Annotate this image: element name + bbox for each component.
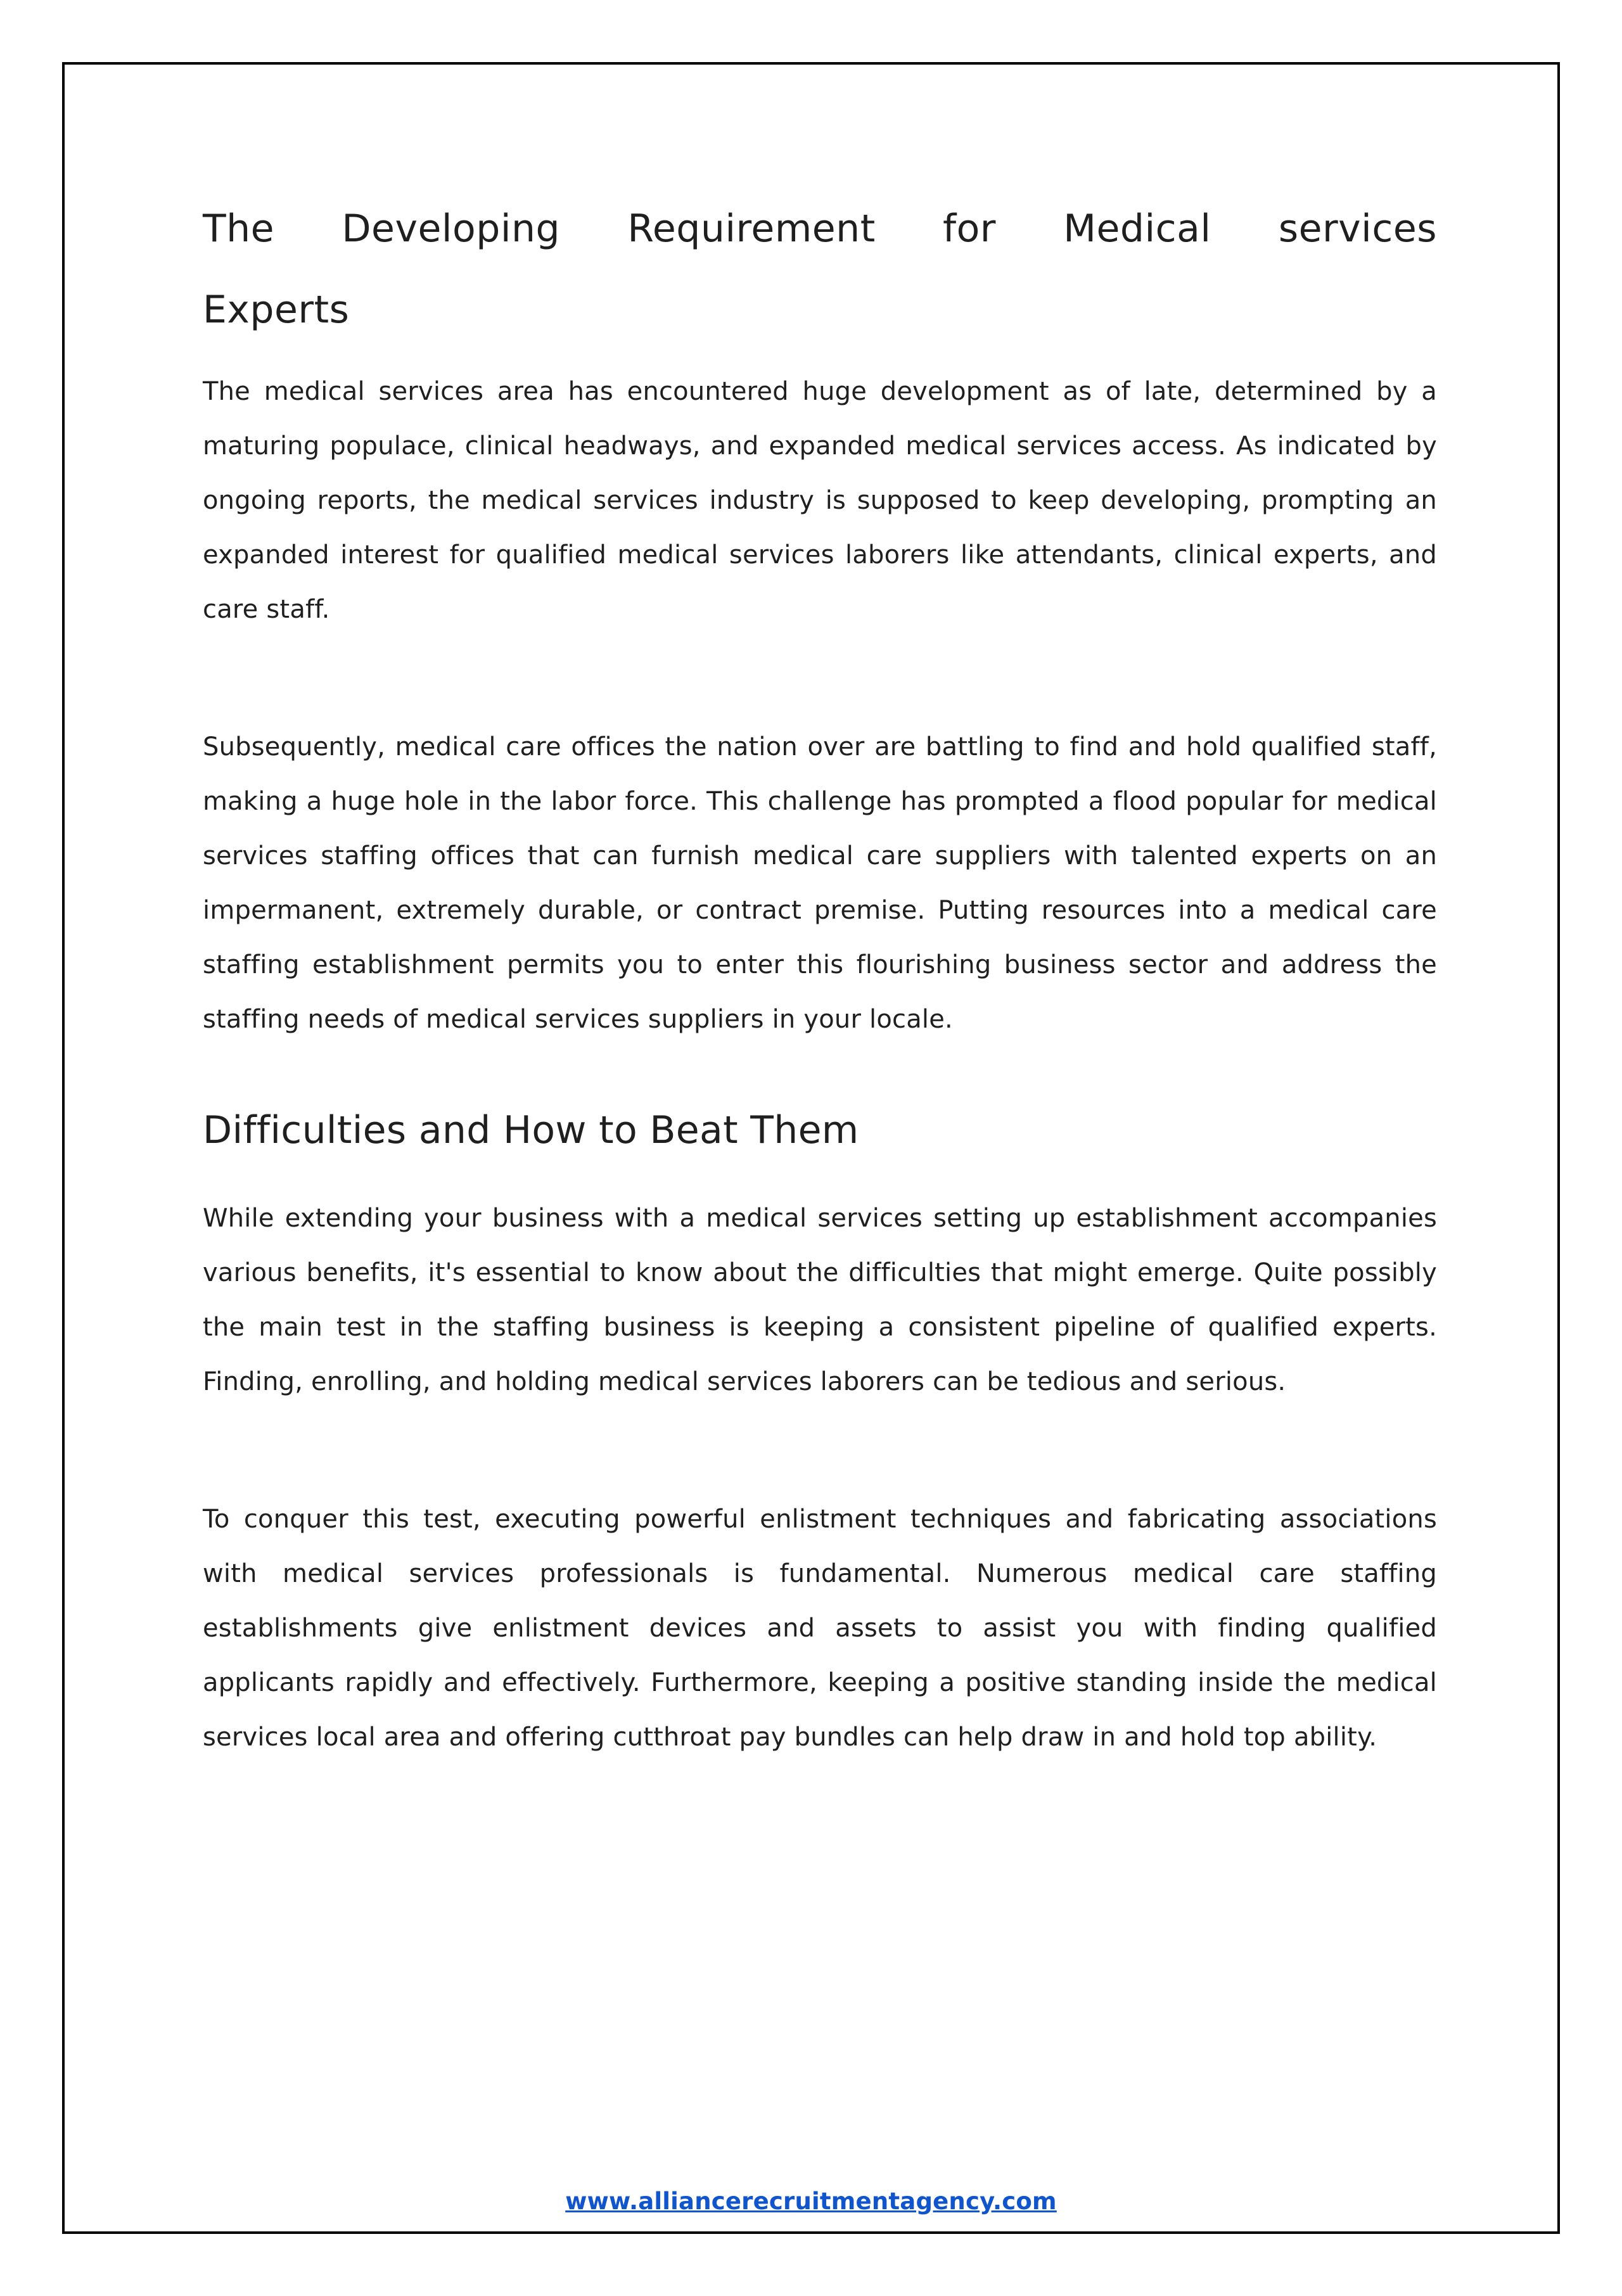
document-title-line-2: Experts <box>203 288 350 332</box>
page-footer <box>65 2188 1557 2215</box>
document-title-line-1: The Developing Requirement for Medical services <box>203 207 1437 251</box>
page-content <box>65 65 1557 1764</box>
section-paragraph-2: To conquer this test, executing powerful enlistment techniques and fabricating associations with medical services professionals is fundamental. Numerous medical care staffing establishments give enlistment devices and assets to assist you with finding qualified applicants rapidly and effectively. Furthermore, keeping a positive standing inside the medical services local area and offering cutthroat pay bundles can help draw in and hold top ability. <box>203 1505 1437 1752</box>
intro-paragraph-1: The medical services area has encountered huge development as of late, determined by a maturing populace, clinical headways, and expanded medical services access. As indicated by ongoing reports, the medical services industry is supposed to keep developing, prompting an expanded interest for qualified medical services laborers like attendants, clinical experts, and care staff. <box>203 377 1437 624</box>
document-title <box>203 188 1437 350</box>
section-heading-difficulties: Difficulties and How to Beat Them <box>203 1108 859 1152</box>
intro-paragraph-2: Subsequently, medical care offices the nation over are battling to find and hold qualified staff, making a huge hole in the labor force. This challenge has prompted a flood popular for medical services staffing offices that can furnish medical care suppliers with talented experts on an impermanent, extremely durable, or contract premise. Putting resources into a medical care staffing establishment permits you to enter this flourishing business sector and address the staffing needs of medical services suppliers in your locale. <box>203 732 1437 1034</box>
section-paragraph-1: While extending your business with a medical services setting up establishment accompanies various benefits, it's essential to know about the difficulties that might emerge. Quite possibly the main test in the staffing business is keeping a consistent pipeline of qualified experts. Finding, enrolling, and holding medical services laborers can be tedious and serious. <box>203 1204 1437 1396</box>
page-border <box>62 62 1560 2234</box>
footer-website-link[interactable]: www.alliancerecruitmentagency.com <box>565 2188 1057 2215</box>
